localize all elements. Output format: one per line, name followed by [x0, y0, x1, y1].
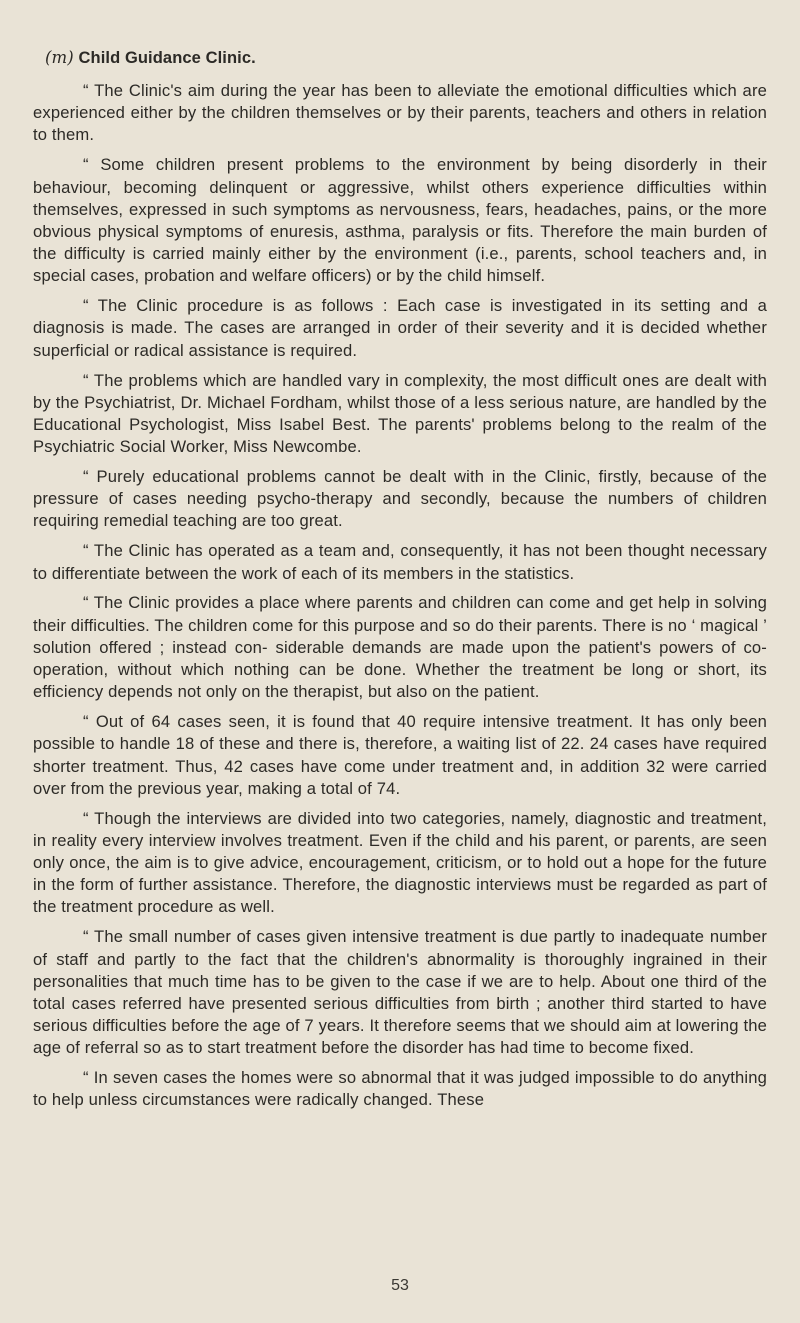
- paragraph-procedure: “ The Clinic procedure is as follows : Each case is investigated in its setting and a diagnosis is made. The cases are arranged in order of their severity and it is decided whether superficial or radical assistance is required.: [33, 296, 767, 360]
- paragraph-help: “ The Clinic provides a place where parents and children can come and get help in solving their difficulties. The children come for this purpose and so do their parents. There is no ‘ magical ’ solution offered ; instead con- siderable demands are made upon the patient's powers of co-operation, without which nothing can be done. Whether the treatment be long or short, its efficiency depends not only on the therapist, but also on the patient.: [33, 593, 767, 702]
- paragraph-intensive: “ The small number of cases given intensive treatment is due partly to inadequate number of staff and partly to the fact that the children's abnormality is thoroughly ingrained in their personalities that much time has to be given to the case if we are to help. About one third of the total cases referred have presented serious difficulties from birth ; another third started to have serious difficulties before the age of 7 years. It therefore seems that we should aim at lowering the age of referral so as to start treatment before the disorder has had time to become fixed.: [33, 927, 767, 1058]
- section-title: Child Guidance Clinic.: [78, 49, 256, 67]
- paragraph-statistics: “ Out of 64 cases seen, it is found that 40 require intensive treatment. It has only been possible to handle 18 of these and there is, therefore, a waiting list of 22. 24 cases have required shorter treatment. Thus, 42 cases have come under treatment and, in addition 32 were carried over from the previous year, making a total of 74.: [33, 712, 767, 798]
- paragraph-clinic-aim: “ The Clinic's aim during the year has been to alleviate the emotional difficulties which are experienced either by the children themselves or by their parents, teachers and others in relation to them.: [33, 81, 767, 145]
- page-number: 53: [391, 1277, 409, 1294]
- section-heading: [45, 48, 767, 68]
- paragraph-problems: “ Some children present problems to the environment by being disorderly in their behaviour, becoming delinquent or aggressive, whilst others experience difficulties within themselves, expressed in such symptoms as nervousness, fears, headaches, pains, or the more obvious physical symptoms of enuresis, asthma, paralysis or fits. Therefore the main burden of the difficulty is carried mainly either by the environment (i.e., parents, school teachers and, in special cases, probation and welfare officers) or by the child himself.: [33, 155, 767, 286]
- paragraph-interviews: “ Though the interviews are divided into two categories, namely, diagnostic and treatment, in reality every interview involves treatment. Even if the child and his parent, or parents, are seen only once, the aim is to give advice, encouragement, criticism, or to hold out a hope for the future in the form of further assistance. Therefore, the diagnostic interviews must be regarded as part of the treatment procedure as well.: [33, 808, 767, 917]
- paragraph-educational: “ Purely educational problems cannot be dealt with in the Clinic, firstly, because of the pressure of cases needing psycho-therapy and secondly, because the numbers of children requiring remedial teaching are too great.: [33, 467, 767, 531]
- paragraph-team: “ The Clinic has operated as a team and, consequently, it has not been thought necessary to differentiate between the work of each of its members in the statistics.: [33, 541, 767, 583]
- section-letter: (m): [45, 48, 74, 67]
- paragraph-homes: “ In seven cases the homes were so abnormal that it was judged impossible to do anything to help unless circumstances were radically changed. These: [33, 1068, 767, 1110]
- paragraph-staff: “ The problems which are handled vary in complexity, the most difficult ones are dealt with by the Psychiatrist, Dr. Michael Fordham, whilst those of a less serious nature, are handled by the Educational Psychologist, Miss Isabel Best. The parents' problems belong to the realm of the Psychiatric Social Worker, Miss Newcombe.: [33, 370, 767, 457]
